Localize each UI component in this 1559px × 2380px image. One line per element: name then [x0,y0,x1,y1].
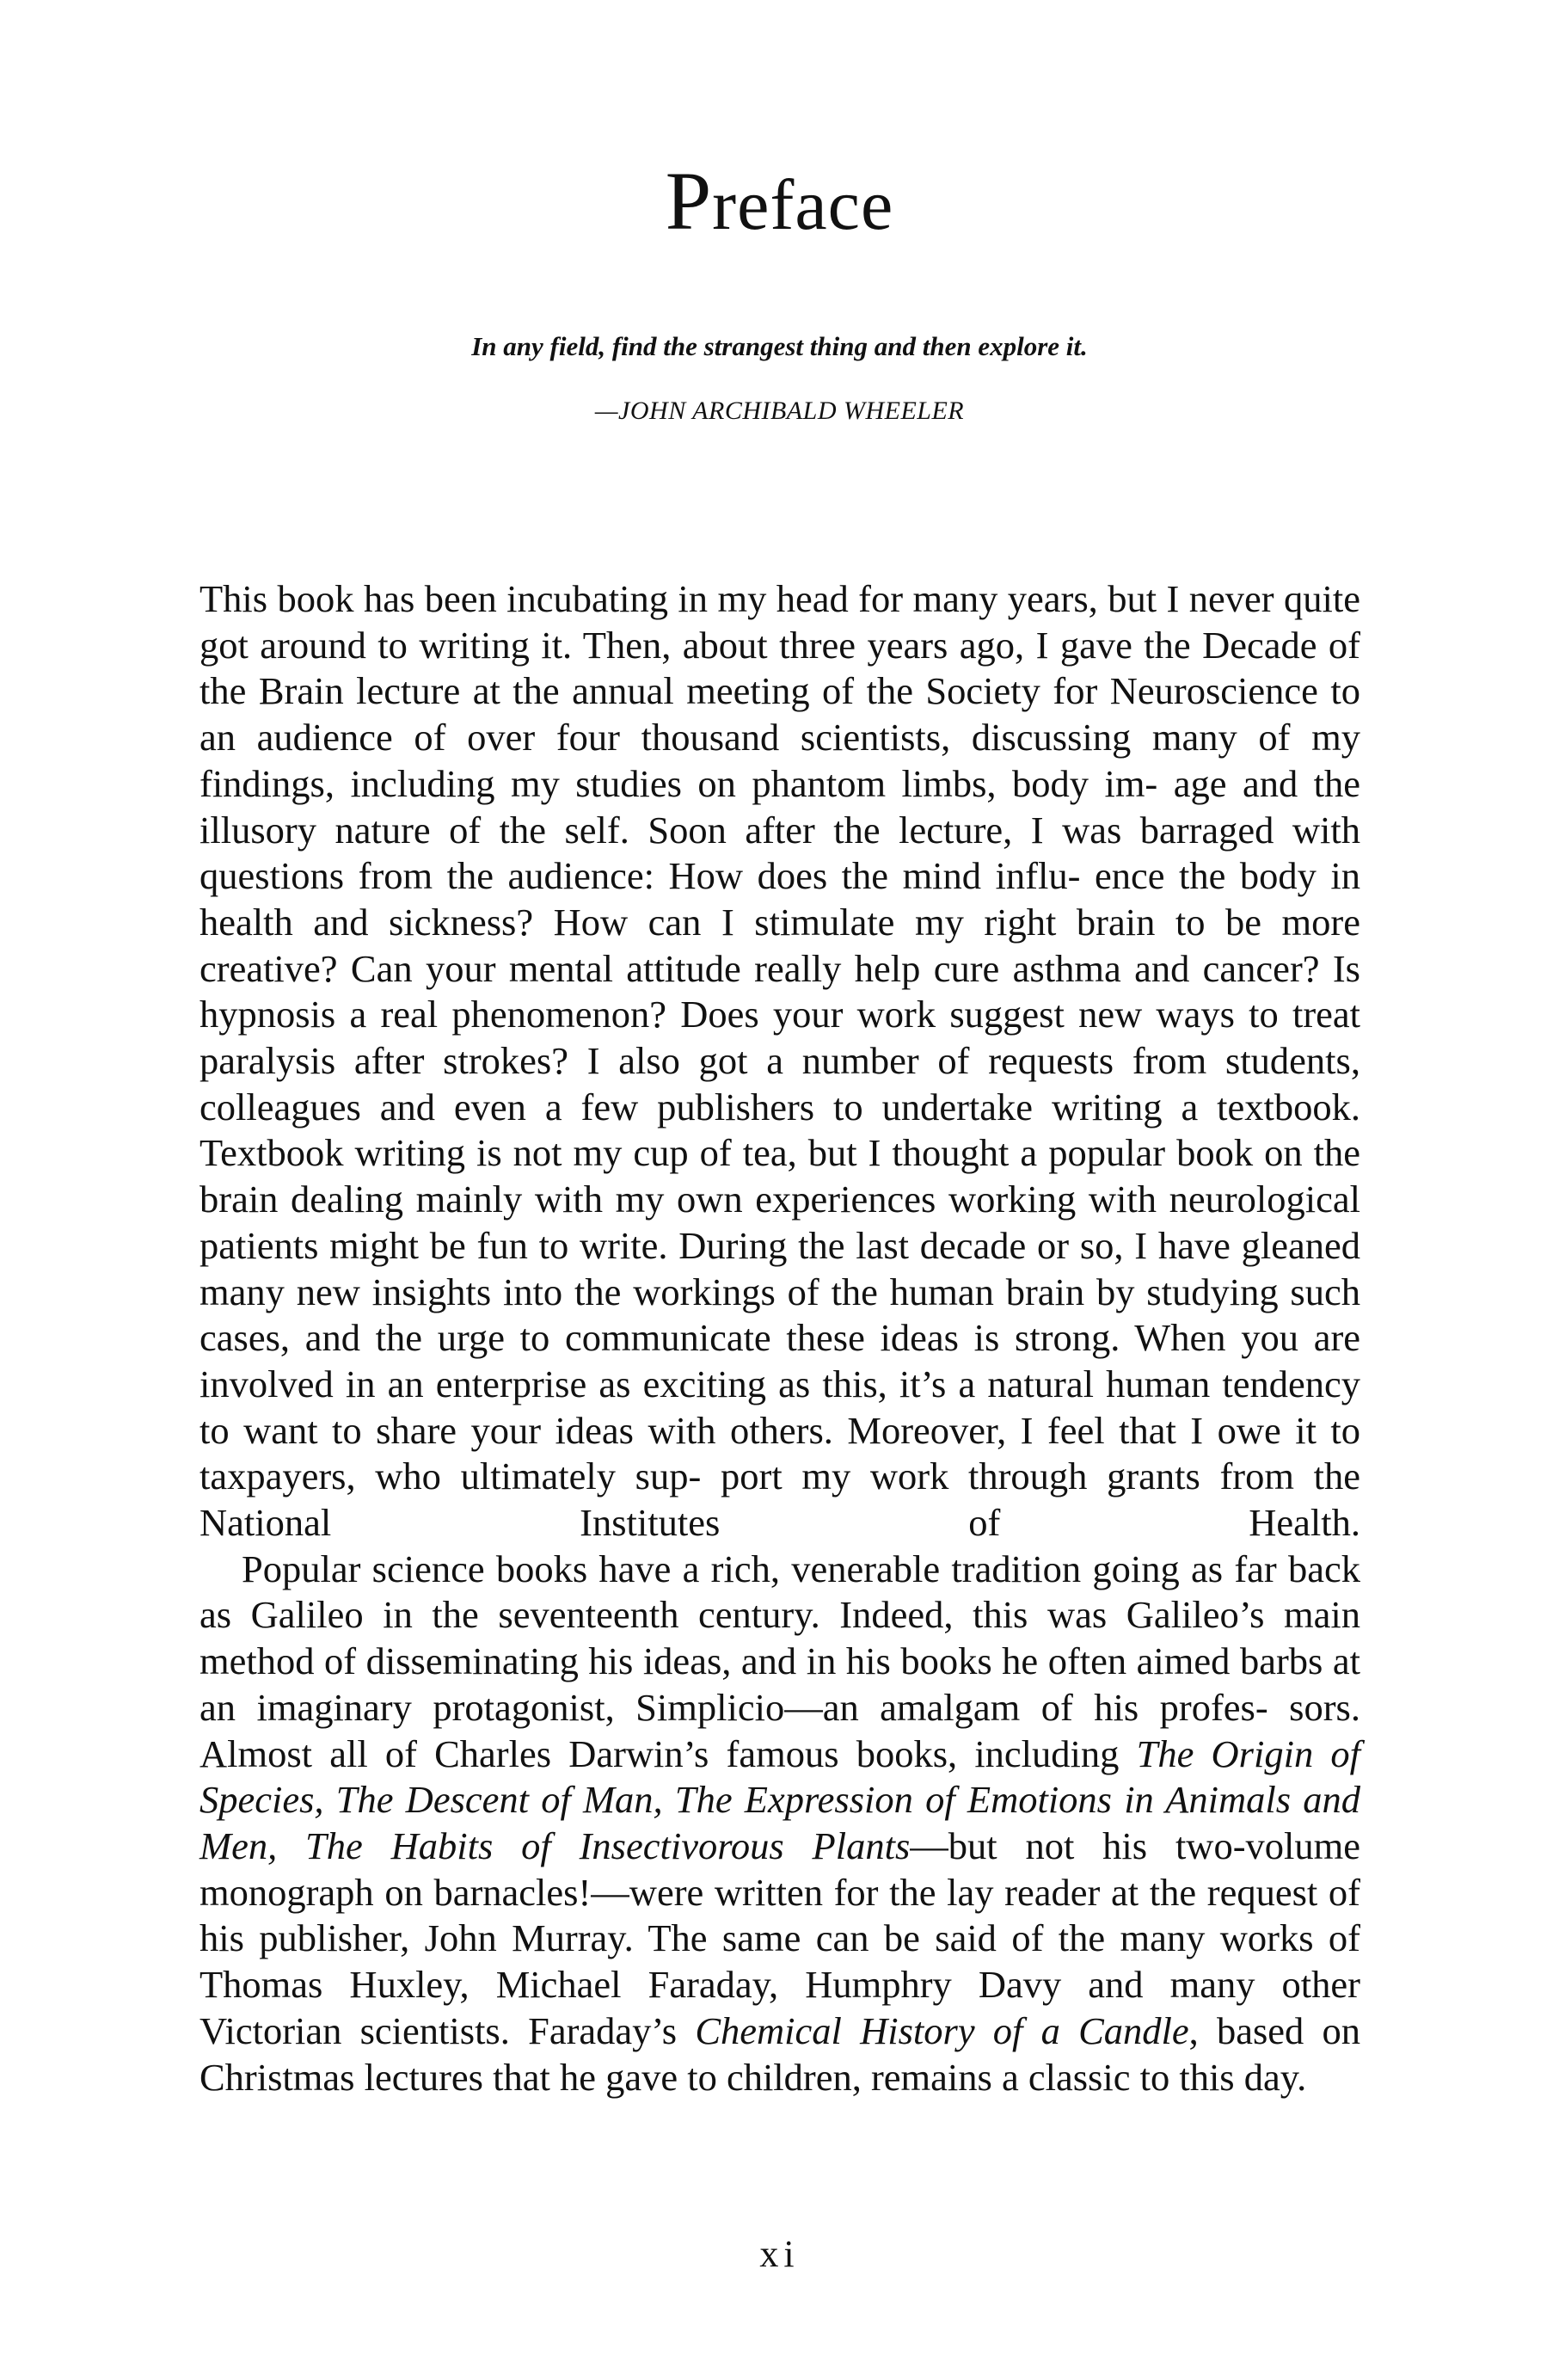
epigraph-attribution: —JOHN ARCHIBALD WHEELER [594,397,965,425]
text-line: a textbook. Textbook writing is not my cup of tea, but I thought a [199,1085,1360,1175]
text-line: working with neurological patients might be fun to write. During the [199,1178,1361,1267]
body-text [199,576,1360,2100]
text-line: of his publisher, John Murray. The same can be said of the many works [199,1870,1360,1960]
book-title: Chemical History of a Candle [695,2008,1189,2052]
text-line: as this, it’s a natural human tendency to want to share your ideas with [199,1362,1360,1452]
paragraph-2 [199,1547,1360,2100]
text-line: popular book on the brain dealing mainly with my own experiences [199,1131,1360,1221]
text-line: new ways to treat paralysis after strokes? I also got a number of requests [199,993,1360,1083]
text-line: barraged with questions from the audience: How does the mind influ- [199,808,1360,898]
text-line: last decade or so, I have gleaned many new insights into the workings [199,1223,1360,1313]
text-line: these ideas is strong. When you are involved in an enterprise as exciting [199,1316,1361,1405]
book-title: The Origin [1136,1731,1314,1775]
text-line: sors. Almost all of Charles Darwin’s famous books, including [199,1685,1360,1775]
text-line: Neuroscience to an audience of over four thousand scientists, discussing [199,669,1360,760]
text-line: age and the illusory nature of the self. Soon after the lecture, I was [199,761,1361,852]
text-line: Decade of the Brain lecture at the annual meeting of the Society for [199,623,1361,713]
text-line: many of my findings, including my studies on phantom limbs, body im- [199,716,1360,805]
chapter-title [0,153,1559,249]
book-titles: and Men, The Habits of Insectivorous Plants [199,1778,1360,1867]
text-line: back as Galileo in the seventeenth century. Indeed, this was Galileo’s [199,1547,1361,1637]
text-line: monograph on barnacles!—were written for the lay reader at the request [199,1870,1318,1914]
text-line: —but not his two-volume [910,1823,1360,1867]
text-line: of Thomas Huxley, Michael Faraday, Humphry Davy and many other [199,1916,1360,2007]
chapter-title-initial: P [665,155,713,247]
text-line: Victorian scientists. Faraday’s [199,2008,696,2052]
text-line: , based on [1188,2008,1360,2052]
text-line: quite got around to writing it. Then, about three years ago, I gave the [199,577,1361,667]
paragraph-1 [199,576,1360,1547]
text-line: Popular science books have a rich, venerable tradition going as far [242,1547,1277,1590]
chapter-title-rest: reface [712,165,894,245]
text-line: ence the body in health and sickness? How can I stimulate my right brain [199,854,1361,944]
text-line: barbs at an imaginary protagonist, Simplicio—an amalgam of his profes- [199,1639,1360,1729]
text-line: main method of disseminating his ideas, and in his books he often aimed [199,1593,1360,1683]
text-line: others. Moreover, I feel that I owe it to taxpayers, who ultimately sup- [199,1408,1361,1498]
text-line: of the human brain by studying such cases, and the urge to communicate [199,1270,1360,1360]
text-line: This book has been incubating in my head for many years, but I never [199,577,1274,620]
text-line: to be more creative? Can your mental attitude really help cure asthma [199,900,1360,990]
epigraph-quote: In any field, find the strangest thing and then explore it. [471,331,1088,361]
text-line: and cancer? Is hypnosis a real phenomenon? Does your work suggest [199,946,1360,1036]
text-line: port my work through grants from the National Institutes of Health. [199,1454,1361,1545]
text-line: Christmas lectures that he gave to children, remains a classic to this day. [199,2055,1307,2099]
page-number: xi [759,2233,800,2275]
book-titles: of Species, The Descent of Man, The Expression of Emotions in Animals [199,1731,1361,1822]
text-line: from students, colleagues and even a few publishers to undertake writing [199,1039,1360,1129]
